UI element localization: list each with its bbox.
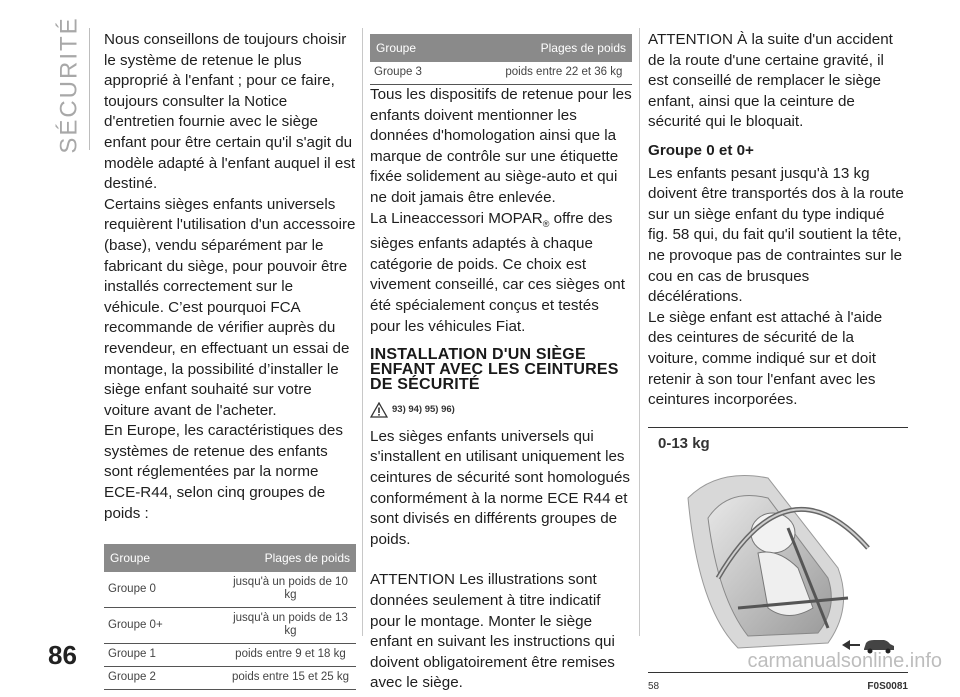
figure-58 (648, 427, 908, 673)
figure-code: F0S0081 (867, 680, 908, 692)
figure-number: 58 (648, 680, 660, 692)
group-cell: Groupe 3 (370, 62, 496, 85)
table-row (104, 667, 356, 690)
column-divider-2 (639, 28, 640, 636)
range-cell: poids entre 9 et 18 kg (225, 644, 356, 667)
paragraph: Les enfants pesant jusqu'à 13 kg doivent être transportés dos à la route sur un siège enfant du type indiqué fig. 58 qui, du fait qu'il soutient la tête, ne provoque pas de contraintes sur le cou en cas de brusques décélérations. (648, 164, 904, 306)
range-cell: poids entre 22 et 36 kg (496, 62, 632, 85)
watermark: carmanualsonline.info (747, 650, 942, 672)
section-side-label (50, 16, 90, 154)
child-seat-illustration (678, 458, 888, 665)
table-row (104, 608, 356, 644)
column-1 (104, 30, 356, 690)
column-3 (648, 30, 908, 697)
page-number: 86 (48, 640, 77, 670)
table-row (370, 62, 632, 85)
subheading: Groupe 0 et 0+ (648, 141, 754, 159)
range-cell: jusqu'à un poids de 13 kg (225, 608, 356, 644)
figure-caption (648, 677, 908, 697)
paragraph: Le siège enfant est attaché à l'aide des ceintures de sécurité de la voiture, comme indiqué sur et doit retenir à son tour l'enfant avec les ceintures incorporées. (648, 308, 883, 409)
figure-title: 0-13 kg (658, 434, 710, 452)
paragraph: En Europe, les caractéristiques des systèmes de retenue des enfants sont réglementées par la norme ECE-R44, selon cinq groupes de poids : (104, 422, 343, 522)
group-cell: Groupe 0 (104, 572, 225, 608)
section-title: SÉCURITÉ (56, 16, 84, 154)
group-cell: Groupe 1 (104, 644, 225, 667)
header-weight-range: Plages de poids (225, 544, 356, 572)
group-cell: Groupe 0+ (104, 608, 225, 644)
warning-icon (370, 402, 388, 418)
paragraph: Nous conseillons de toujours choisir le système de retenue le plus approprié à l'enfant ; pour ce faire, toujours consulter la Notice d'entretien fournie avec le siège enfant pour être certain qu'il s'agit du modèle adapté à l'enfant auquel il est destiné. (104, 31, 356, 193)
section-heading: INSTALLATION D'UN SIÈGE ENFANT AVEC LES CEINTURES DE SÉCURITÉ (370, 346, 619, 394)
registered-mark: ® (542, 218, 550, 229)
mopar-text: La Lineaccessori MOPAR (370, 209, 543, 227)
column-divider-1 (362, 28, 363, 636)
header-group: Groupe (104, 544, 225, 572)
warning-refs: 93) 94) 95) 96) (392, 404, 455, 416)
side-divider (89, 28, 90, 150)
table-row (104, 644, 356, 667)
mopar-text-rest: offre des sièges enfants adaptés à chaque catégorie de poids. Ce choix est vivement conseillé, car ces sièges ont été spécialement conçus et testés pour les véhicules Fiat. (370, 209, 625, 335)
table-header-row (370, 34, 632, 62)
table-row (104, 572, 356, 608)
paragraph (370, 209, 632, 338)
header-group: Groupe (370, 34, 496, 62)
group-cell: Groupe 2 (104, 667, 225, 690)
paragraph: ATTENTION Les illustrations sont données seulement à titre indicatif pour le montage. Monter le siège enfant en suivant les instructions qui doivent obligatoirement être remises avec le siège. (370, 571, 615, 692)
range-cell: jusqu'à un poids de 10 kg (225, 572, 356, 608)
range-cell: poids entre 15 et 25 kg (225, 667, 356, 690)
paragraph: ATTENTION À la suite d'un accident de la route d'une certaine gravité, il est conseillé de remplacer le siège enfant, ainsi que la ceinture de sécurité qui le bloquait. (648, 31, 893, 131)
weight-groups-table (104, 544, 356, 690)
weight-groups-table-continued (370, 34, 632, 85)
warning-references (370, 400, 632, 421)
table-header-row (104, 544, 356, 572)
header-weight-range: Plages de poids (496, 34, 632, 62)
paragraph: Tous les dispositifs de retenue pour les enfants doivent mentionner les données d'homologation ainsi que la marque de contrôle sur une étiquette fixée solidement au siège-auto et qui ne doit jamais être enlevée. (370, 86, 632, 206)
column-2 (370, 34, 632, 694)
paragraph: Les sièges enfants universels qui s'installent en utilisant uniquement les ceintures de sécurité sont homologués conformément à la norme ECE R44 et sont divisés en différents groupes de poids. (370, 427, 631, 548)
paragraph: Certains sièges enfants universels requièrent l'utilisation d'un accessoire (base), vendu séparément par le fabricant du siège, pour pouvoir être installés correctement sur le véhicule. C’est pourquoi FCA recommande de vérifier auprès du revendeur, en effectuant un essai de montage, la possibilité d’installer le siège enfant souhaité sur votre voiture avant de l'acheter. (104, 195, 356, 419)
